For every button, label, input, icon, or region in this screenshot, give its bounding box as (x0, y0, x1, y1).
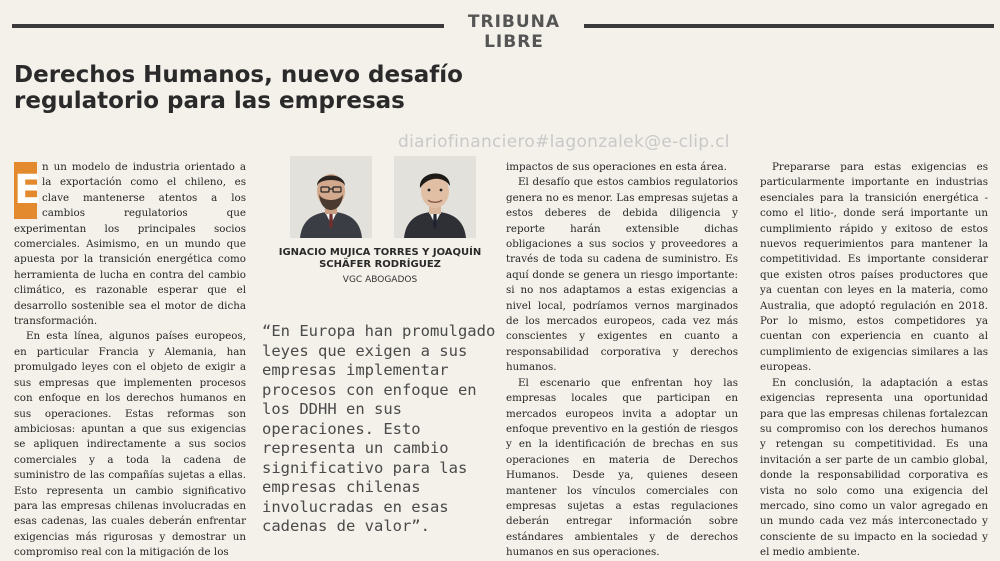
header-rule-right (584, 24, 994, 28)
author-photo-joaquin (394, 156, 476, 238)
paragraph: El desafío que estos cambios regulatorios genera no es menor. Las empresas sujetas a estos deberes de debida diligencia y reporte harán extensible dichas obligaciones a sus socios y proveedores a través de toda su cadena de suministro. Es aquí donde se genera un riesgo importante: si no nos adaptamos a estas exigencias a nivel local, podríamos vernos marginados de los mercados europeos, cada vez más conscientes y exigentes en cuanto a responsabilidad corporativa y derechos humanos. (506, 176, 738, 374)
article-column-1 (14, 160, 246, 561)
paragraph: En esta línea, algunos países europeos, en particular Francia y Alemania, han promulgado leyes con el objeto de exigir a sus empresas que implementen procesos con enfoque en los derechos humanos en sus operaciones. Estas reformas son ambiciosas: apuntan a que sus exigencias se apliquen indirectamente a sus socios comerciales y a toda la cadena de suministro de las compañías sujetas a ellas. Esto representa un cambio significativo para las empresas chilenas involucradas en esas cadenas, las cuales deberán enfrentar exigencias más rigurosas y demostrar un compromiso real con la mitigación de los (14, 330, 246, 559)
dropcap: E (14, 162, 37, 219)
paragraph: Prepararse para estas exigencias es particularmente importante en industrias esenciales para la transición energética -como el litio-, donde será importante un cumplimiento rápido y exitoso de estos nuevos requerimientos para mantener la competitividad. Es importante considerar que existen otros países productores que ya cuentan con leyes en la materia, como Australia, que adoptó regulación en 2018. Por lo mismo, estos competidores ya cuentan con experiencia en cuanto al cumplimiento de exigencias similares a las europeas. (760, 161, 988, 374)
headline: Derechos Humanos, nuevo desafío regulatorio para las empresas (14, 62, 463, 114)
pull-quote: “En Europa han promulgado leyes que exigen a sus empresas implementar procesos con enfoque en los DDHH en sus operaciones. Esto representa un cambio significativo para las empresas chilenas involucradas en esas cadenas de valor”. (262, 322, 496, 535)
paragraph (14, 160, 246, 329)
paragraph-text: n un modelo de industria orientado a la exportación como el chileno, es clave mantenerse atentos a los cambios regulatorios que experimentan los principales socios comerciales. Asimismo, en un mundo que apuesta por la transición energética como herramienta de lucha en contra del cambio climático, es razonable esperar que el desarrollo sostenible sea el motor de dicha transformación. (14, 161, 246, 328)
paragraph: En conclusión, la adaptación a estas exigencias representa una oportunidad para que las empresas chilenas fortalezcan su compromiso con los derechos humanos y retengan su competitividad. Es una invitación a ser parte de un cambio global, donde la responsabilidad corporativa es vista no solo como una exigencia del mercado, sino como un valor agregado en un mundo cada vez más interconectado y consciente de su impacto en la sociedad y el medio ambiente. (760, 376, 988, 559)
paragraph: impactos de sus operaciones en esta área. (506, 161, 727, 173)
header-rule-left (12, 24, 444, 28)
person-portrait-icon (290, 156, 372, 238)
watermark-text: diariofinanciero#lagonzalek@e-clip.cl (398, 132, 730, 152)
author-firm: VGC ABOGADOS (342, 275, 418, 285)
section-label: TRIBUNA LIBRE (467, 12, 561, 52)
author-byline: IGNACIO MUJICA TORRES Y JOAQUÍN SCHÄFER RODRÍGUEZ (278, 247, 482, 270)
person-portrait-icon (394, 156, 476, 238)
author-photo-ignacio (290, 156, 372, 238)
paragraph: El escenario que enfrentan hoy las empresas locales que participan en mercados europeos invita a adoptar un enfoque preventivo en la gestión de riesgos y en la identificación de brechas en sus operaciones en materia de Derechos Humanos. Desde ya, quienes deseen mantener los vínculos comerciales con empresas sujetas a estas regulaciones deberán entregar información sobre estándares ambientales y de derechos humanos en sus operaciones. (506, 376, 738, 559)
article-column-4 (760, 160, 988, 561)
article-column-3 (506, 160, 738, 561)
